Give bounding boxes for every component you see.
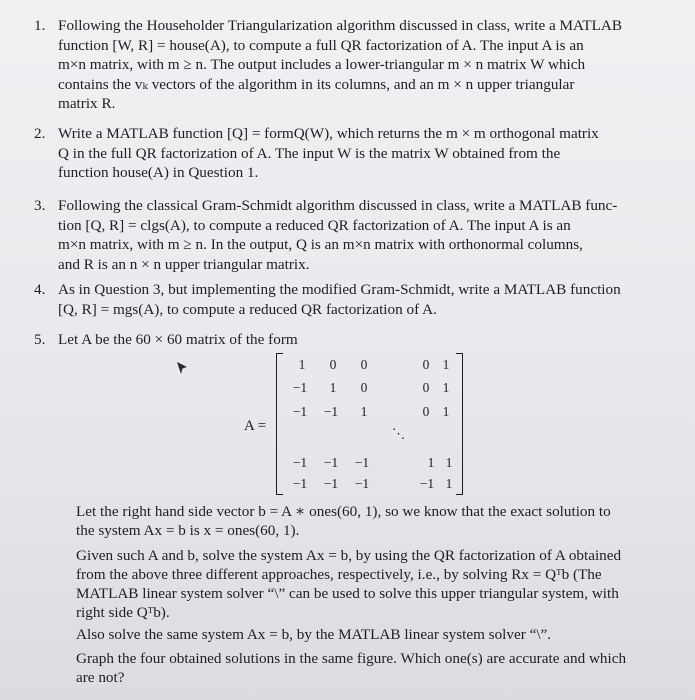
- question-line: MATLAB linear system solver “\” can be used to solve this upper triangular system, with: [76, 585, 619, 602]
- question-line: m×n matrix, with m ≥ n. In the output, Q is an m×n matrix with orthonormal columns,: [58, 236, 583, 254]
- matrix-cell: 1: [442, 380, 450, 395]
- matrix-cell: −1: [323, 404, 339, 419]
- question-line: are not?: [76, 669, 125, 686]
- question-line: and R is an n × n upper triangular matrix.: [58, 255, 310, 273]
- question-line: function [W, R] = house(A), to compute a full QR factorization of A. The input A is an: [58, 36, 584, 54]
- question-line: Q in the full QR factorization of A. The input W is the matrix W obtained from the: [58, 144, 561, 162]
- matrix-cell: 0: [422, 380, 430, 395]
- matrix-cell: −1: [292, 476, 308, 491]
- question-number: 3.: [34, 197, 46, 214]
- matrix-cell: 1: [360, 404, 368, 419]
- cursor-arrow-icon: [175, 361, 189, 377]
- matrix-cell: 1: [427, 455, 435, 470]
- question-line: the system Ax = b is x = ones(60, 1).: [76, 522, 300, 539]
- question-line: function house(A) in Question 1.: [58, 164, 259, 182]
- matrix-cell: 1: [442, 404, 450, 419]
- matrix-cell: −1: [292, 380, 308, 395]
- matrix-right-bracket: [456, 353, 463, 495]
- matrix-cell: −1: [292, 404, 308, 419]
- matrix-left-bracket: [276, 353, 283, 495]
- question-line: As in Question 3, but implementing the modified Gram-Schmidt, write a MATLAB function: [58, 281, 621, 298]
- matrix-cell: −1: [354, 476, 370, 491]
- matrix-diagonal-dots: ⋱: [392, 426, 406, 441]
- matrix-cell: 0: [329, 357, 337, 372]
- matrix-cell: −1: [354, 455, 370, 470]
- question-line: m×n matrix, with m ≥ n. The output includes a lower-triangular m × n matrix W which: [58, 56, 586, 74]
- question-number: 5.: [34, 331, 46, 348]
- question-line: [Q, R] = mgs(A), to compute a reduced QR factorization of A.: [58, 300, 437, 318]
- question-line: Let A be the 60 × 60 matrix of the form: [58, 331, 298, 348]
- matrix-cell: 1: [329, 380, 337, 395]
- question-number: 2.: [34, 125, 46, 142]
- question-number: 4.: [34, 281, 46, 298]
- matrix-cell: 1: [445, 455, 453, 470]
- matrix-cell: −1: [323, 476, 339, 491]
- matrix-cell: −1: [323, 455, 339, 470]
- question-line: right side Qᵀb).: [76, 604, 170, 621]
- question-line: tion [Q, R] = clgs(A), to compute a reduced QR factorization of A. The input A is an: [58, 216, 571, 234]
- matrix-cell: 1: [298, 357, 306, 372]
- matrix-cell: 0: [360, 380, 368, 395]
- matrix-cell: 0: [422, 404, 430, 419]
- matrix-cell: 1: [445, 476, 453, 491]
- matrix-cell: −1: [292, 455, 308, 470]
- matrix-cell: 0: [360, 357, 368, 372]
- question-number: 1.: [34, 17, 46, 34]
- matrix-cell: 0: [422, 357, 430, 372]
- matrix-cell: −1: [419, 476, 435, 491]
- matrix-label: A =: [244, 418, 267, 434]
- question-line: Also solve the same system Ax = b, by the MATLAB linear system solver “\”.: [76, 626, 552, 643]
- question-line: Let the right hand side vector b = A ∗ ones(60, 1), so we know that the exact solution to: [76, 503, 611, 520]
- matrix-cell: 1: [442, 357, 450, 372]
- question-line: matrix R.: [58, 95, 116, 113]
- question-line: Given such A and b, solve the system Ax = b, by using the QR factorization of A obtained: [76, 547, 622, 564]
- question-line: Write a MATLAB function [Q] = formQ(W), which returns the m × m orthogonal matrix: [58, 125, 599, 142]
- question-line: Following the Householder Triangularization algorithm discussed in class, write a MATLAB: [58, 17, 622, 34]
- question-line: Graph the four obtained solutions in the same figure. Which one(s) are accurate and which: [76, 650, 627, 667]
- question-line: from the above three different approaches, respectively, i.e., by solving Rx = Qᵀb (The: [76, 566, 602, 583]
- question-line: contains the vₖ vectors of the algorithm in its columns, and an m × n upper triangular: [58, 75, 575, 93]
- question-line: Following the classical Gram-Schmidt algorithm discussed in class, write a MATLAB func-: [58, 197, 618, 214]
